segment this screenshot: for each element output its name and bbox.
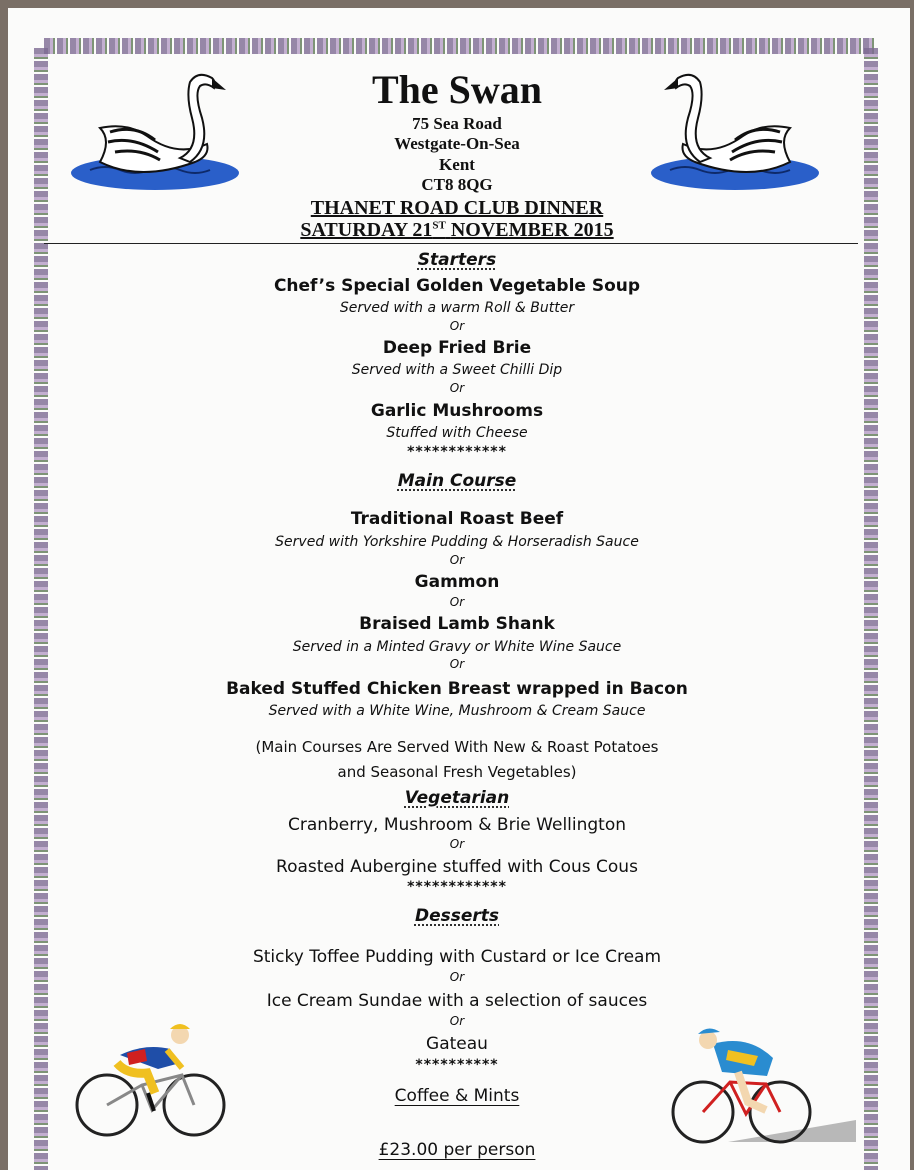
dessert-item: Sticky Toffee Pudding with Custard or Ice Cream xyxy=(252,947,662,967)
main-dish-desc: Served in a Minted Gravy or White Wine Sauce xyxy=(292,639,622,655)
desserts-heading: Desserts xyxy=(414,906,500,926)
address-line-4: CT8 8QG xyxy=(421,175,493,194)
or-label: Or xyxy=(449,837,465,851)
or-label: Or xyxy=(449,1014,465,1028)
starter-desc: Stuffed with Cheese xyxy=(386,425,528,441)
event-date xyxy=(0,219,914,242)
cyclist-right-icon xyxy=(668,1022,858,1150)
coffee-heading: Coffee & Mints xyxy=(394,1086,520,1106)
or-label: Or xyxy=(449,970,465,984)
or-label: Or xyxy=(449,657,465,671)
starters-heading: Starters xyxy=(417,250,497,270)
starter-desc: Served with a warm Roll & Butter xyxy=(339,300,575,316)
event-date-suffix: ST xyxy=(432,219,446,232)
restaurant-name: The Swan xyxy=(371,67,543,112)
or-label: Or xyxy=(449,319,465,333)
event-name: THANET ROAD CLUB DINNER xyxy=(310,197,604,219)
main-dish-desc: Served with a White Wine, Mushroom & Cream Sauce xyxy=(268,703,646,719)
or-label: Or xyxy=(449,553,465,567)
starter-name: Deep Fried Brie xyxy=(382,338,532,358)
vegetarian-heading: Vegetarian xyxy=(404,788,510,808)
cyclist-left-icon xyxy=(72,1015,232,1145)
starter-desc: Served with a Sweet Chilli Dip xyxy=(351,362,563,378)
starter-name: Garlic Mushrooms xyxy=(370,401,544,421)
main-dish-name: Gammon xyxy=(414,572,500,592)
price: £23.00 per person xyxy=(378,1140,536,1160)
or-label: Or xyxy=(449,381,465,395)
section-separator: ********** xyxy=(415,1057,499,1073)
starter-name: Chef’s Special Golden Vegetable Soup xyxy=(273,276,641,296)
dessert-item: Ice Cream Sundae with a selection of sauces xyxy=(266,991,648,1011)
main-dish-desc: Served with Yorkshire Pudding & Horseradish Sauce xyxy=(275,534,639,550)
event-date-rest: NOVEMBER 2015 xyxy=(450,219,614,241)
main-course-note: and Seasonal Fresh Vegetables) xyxy=(337,763,577,781)
event-date-day: SATURDAY 21 xyxy=(300,219,433,241)
main-dish-name: Traditional Roast Beef xyxy=(350,509,564,529)
decorative-border-top xyxy=(44,38,876,54)
section-separator: ************ xyxy=(407,879,507,895)
or-label: Or xyxy=(449,595,465,609)
main-dish-name: Braised Lamb Shank xyxy=(359,614,555,634)
vegetarian-dish: Cranberry, Mushroom & Brie Wellington xyxy=(287,815,627,835)
dessert-item: Gateau xyxy=(426,1034,488,1054)
section-separator: ************ xyxy=(407,444,507,460)
address-line-1: 75 Sea Road xyxy=(412,114,502,133)
main-course-note: (Main Courses Are Served With New & Roast Potatoes xyxy=(255,738,659,756)
vegetarian-dish: Roasted Aubergine stuffed with Cous Cous xyxy=(276,857,638,877)
address-line-2: Westgate-On-Sea xyxy=(394,134,520,153)
header-divider xyxy=(44,243,858,244)
address-line-3: Kent xyxy=(439,155,475,174)
main-dish-name: Baked Stuffed Chicken Breast wrapped in Bacon xyxy=(226,679,688,699)
main-course-heading: Main Course xyxy=(397,471,517,491)
